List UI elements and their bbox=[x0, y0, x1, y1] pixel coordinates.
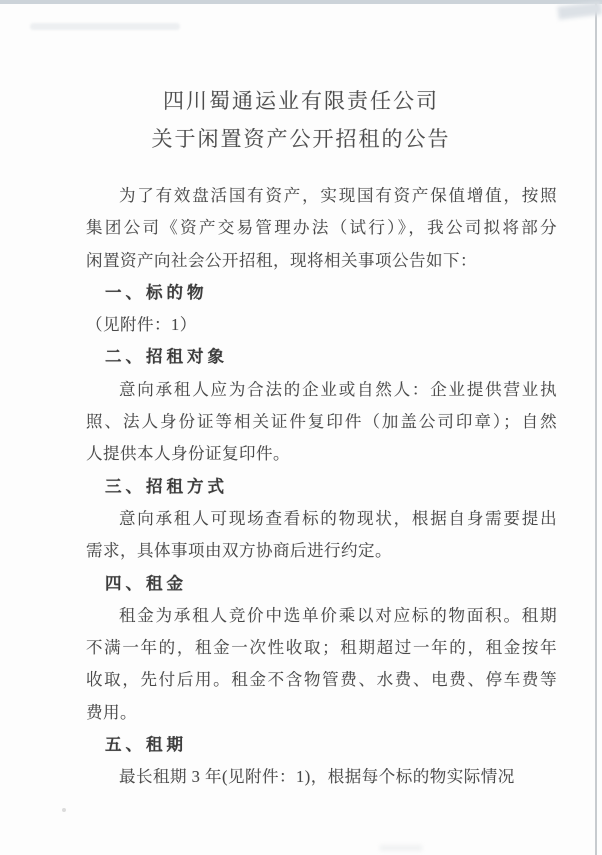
text-line: 最长租期 3 年(见附件：1)，根据每个标的物实际情况 bbox=[119, 767, 515, 787]
scan-smudge bbox=[62, 808, 66, 812]
text-line: 意向承租人应为合法的企业或自然人：企业提供营业执 bbox=[119, 379, 558, 399]
document-title-line-1: 四川蜀通运业有限责任公司 bbox=[163, 89, 439, 113]
text-line: 为了有效盘活国有资产，实现国有资产保值增值，按照 bbox=[119, 186, 558, 205]
section-heading: 五、租期 bbox=[105, 736, 187, 755]
text-line: 照、法人身份证等相关证件复印件（加盖公司印章）；自然 bbox=[86, 412, 558, 432]
text-line: 人提供本人身份证复印件。 bbox=[86, 444, 290, 464]
text-line: 不满一年的，租金一次性收取；租期超过一年的，租金按年 bbox=[86, 638, 558, 658]
text-line: 集团公司《资产交易管理办法（试行）》，我公司拟将部分 bbox=[86, 218, 558, 238]
scan-smudge bbox=[380, 845, 422, 851]
text-line: 收取，先付后用。租金不含物管费、水费、电费、停车费等 bbox=[86, 670, 558, 690]
scan-smudge bbox=[30, 23, 180, 30]
section-heading: 二、招租对象 bbox=[105, 348, 228, 367]
document-body-lines bbox=[86, 180, 558, 794]
text-line: 闲置资产向社会公开招租，现将相关事项公告如下： bbox=[86, 250, 477, 270]
document-title-line-2: 关于闲置资产公开招租的公告 bbox=[151, 127, 451, 151]
text-line: 租金为承租人竞价中选单价乘以对应标的物面积。租期 bbox=[119, 605, 558, 625]
scan-edge-band bbox=[0, 0, 602, 4]
section-heading: 一、标的物 bbox=[105, 283, 208, 302]
section-heading: 三、招租方式 bbox=[105, 477, 228, 496]
text-line: 费用。 bbox=[86, 702, 137, 722]
document-title bbox=[0, 82, 602, 158]
text-line: 意向承租人可现场查看标的物现状，根据自身需要提出 bbox=[119, 508, 558, 528]
text-line: （见附件：1） bbox=[86, 315, 197, 335]
text-line: 需求，具体事项由双方协商后进行约定。 bbox=[86, 541, 392, 561]
section-heading: 四、租金 bbox=[105, 574, 187, 593]
